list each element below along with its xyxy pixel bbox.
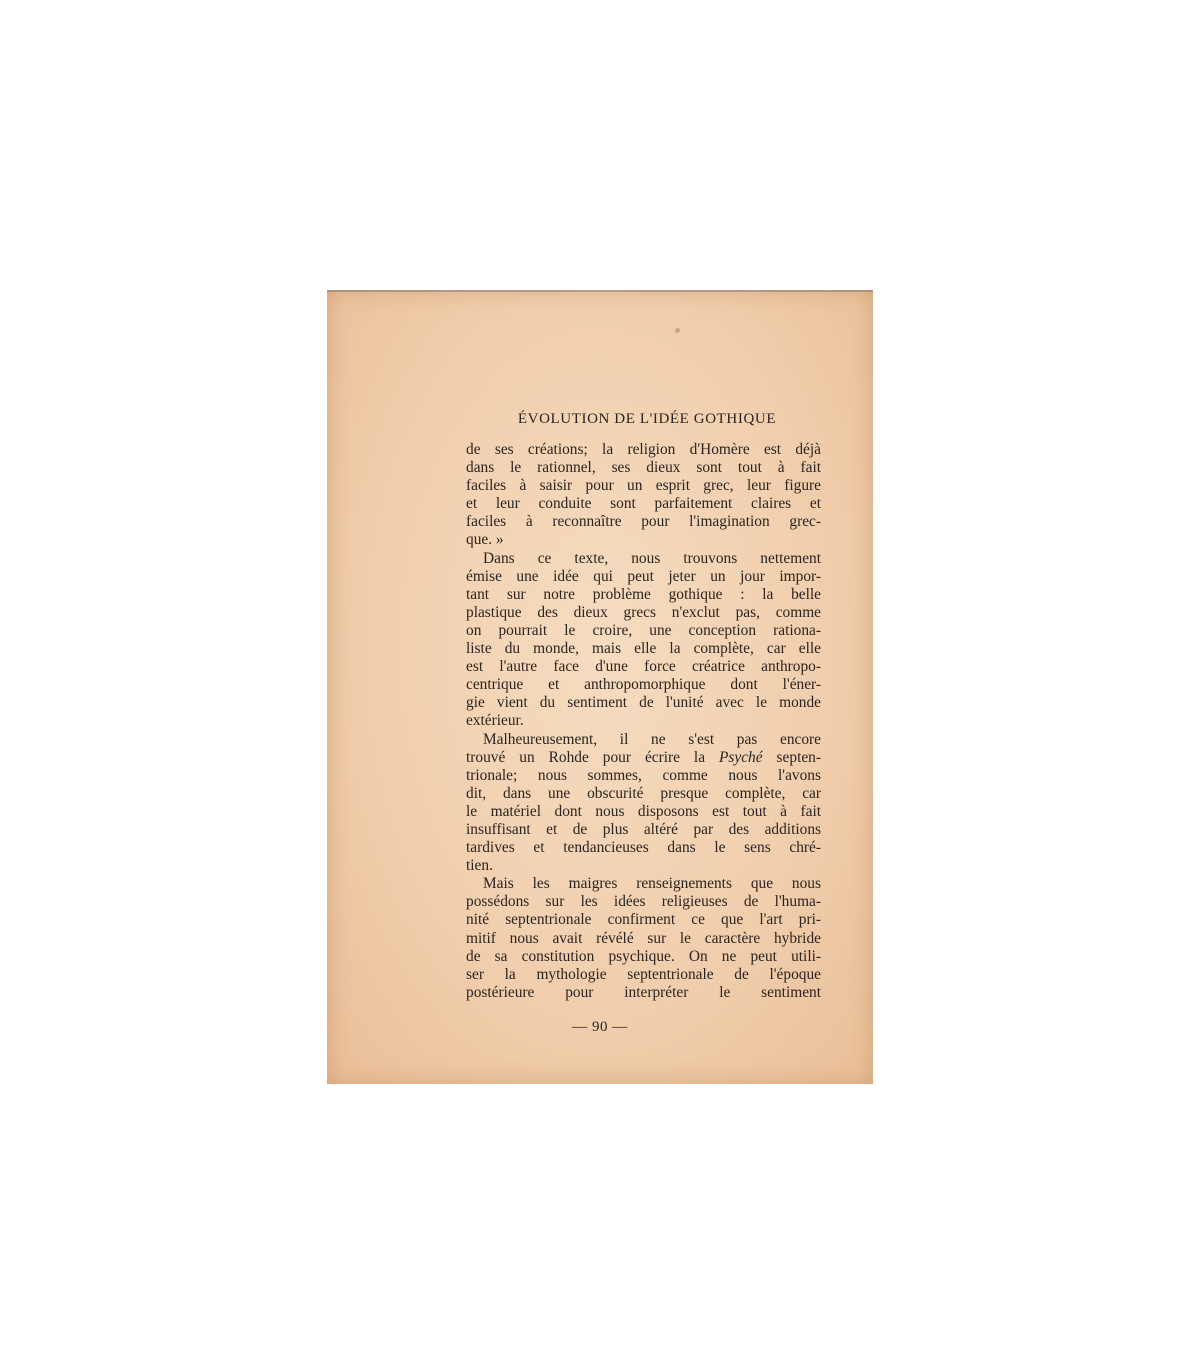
text-line: trionale; nous sommes, comme nous l'avons bbox=[466, 766, 821, 784]
text-line: faciles à reconnaître pour l'imagination grec- bbox=[466, 513, 821, 531]
text-line: et leur conduite sont parfaitement claires et bbox=[466, 495, 821, 513]
text-line: le matériel dont nous disposons est tout à fait bbox=[466, 802, 821, 820]
paragraph bbox=[466, 875, 821, 1002]
text-line: centrique et anthropomorphique dont l'éner- bbox=[466, 676, 821, 694]
paragraph bbox=[466, 550, 821, 731]
text-line: on pourrait le croire, une conception rationa- bbox=[466, 621, 821, 639]
text-line: dans le rationnel, ses dieux sont tout à fait bbox=[466, 459, 821, 477]
text-line: mitif nous avait révélé sur le caractère hybride bbox=[466, 929, 821, 947]
paragraph bbox=[466, 441, 821, 550]
text-line: faciles à saisir pour un esprit grec, leur figure bbox=[466, 477, 821, 495]
body-text bbox=[466, 441, 821, 1002]
text-line: Mais les maigres renseignements que nous bbox=[483, 875, 821, 893]
text-line: de ses créations; la religion d'Homère est déjà bbox=[466, 441, 821, 458]
page-top-edge bbox=[327, 290, 873, 292]
text-line: liste du monde, mais elle la complète, car elle bbox=[466, 640, 821, 658]
text-line: postérieure pour interpréter le sentiment bbox=[466, 983, 821, 1001]
text-line: plastique des dieux grecs n'exclut pas, comme bbox=[466, 603, 821, 621]
text-line: insuffisant et de plus altéré par des additions bbox=[466, 820, 821, 838]
page-number: — 90 — bbox=[572, 1019, 628, 1035]
text-line: nité septentrionale confirment ce que l'art pri- bbox=[466, 911, 821, 929]
book-page bbox=[327, 290, 873, 1084]
text-line: possédons sur les idées religieuses de l'huma- bbox=[466, 893, 821, 911]
text-line: tant sur notre problème gothique : la belle bbox=[466, 585, 821, 603]
paragraph bbox=[466, 731, 821, 876]
running-head: ÉVOLUTION DE L'IDÉE GOTHIQUE bbox=[517, 411, 777, 427]
text-line: extérieur. bbox=[466, 712, 524, 730]
text-line: émise une idée qui peut jeter un jour impor- bbox=[466, 567, 821, 585]
text-line: ser la mythologie septentrionale de l'époque bbox=[466, 965, 821, 983]
text-line: que. » bbox=[466, 531, 504, 549]
text-line: de sa constitution psychique. On ne peut utili- bbox=[466, 947, 821, 965]
text-line: Dans ce texte, nous trouvons nettement bbox=[483, 549, 821, 567]
text-line: tien. bbox=[466, 857, 493, 875]
text-line: Malheureusement, il ne s'est pas encore bbox=[483, 730, 821, 748]
text-line: est l'autre face d'une force créatrice anthropo- bbox=[466, 658, 821, 676]
text-line: tardives et tendancieuses dans le sens chré- bbox=[466, 839, 821, 857]
text-line: trouvé un Rohde pour écrire la Psyché septen- bbox=[466, 748, 821, 766]
text-line: gie vient du sentiment de l'unité avec le monde bbox=[466, 694, 821, 712]
text-line: dit, dans une obscurité presque complète, car bbox=[466, 784, 821, 802]
paper-speck bbox=[675, 328, 680, 333]
